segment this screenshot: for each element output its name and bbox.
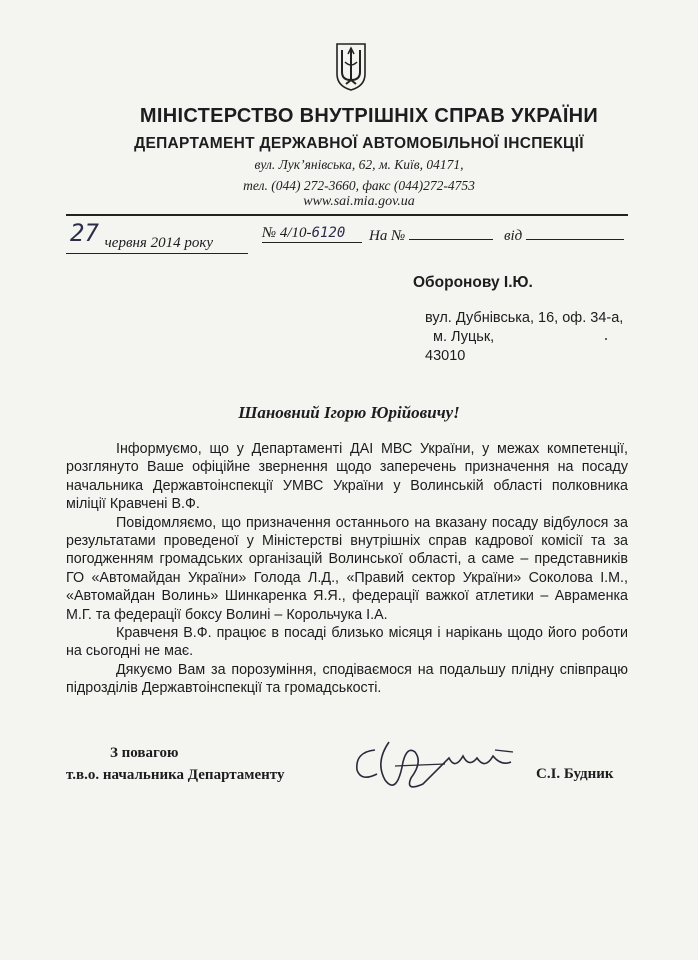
on-label: На № bbox=[369, 228, 406, 244]
closing-regards: З повагою bbox=[110, 745, 179, 761]
salutation: Шановний Ігорю Юрійовичу! bbox=[238, 403, 460, 422]
org-address: вул. Лук’янівська, 62, м. Київ, 04171, bbox=[254, 157, 464, 172]
handwritten-signature bbox=[345, 722, 530, 807]
date-day: 27 bbox=[70, 219, 99, 247]
date-rest: червня 2014 року bbox=[104, 235, 214, 251]
paragraph-3: Кравченя В.Ф. працює в посаді близько місяця і нарікань щодо його роботи на сьогодні не має. bbox=[66, 625, 628, 660]
signer-name: С.І. Будник bbox=[536, 766, 614, 782]
reference-date bbox=[504, 225, 624, 245]
number-label: № 4/10- bbox=[262, 225, 312, 241]
recipient-postcode: 43010 bbox=[425, 348, 466, 364]
paragraph-1: Інформуємо, що у Департаменті ДАІ МВС України, у межах компетенції, розглянуто Ваше офіційне звернення щодо заперечень призначення на посаду начальника Державтоінспекції УМВС України у Волинській області полковника міліції Кравчені В.Ф. bbox=[66, 441, 628, 513]
letter-body bbox=[66, 440, 628, 698]
recipient-name: Оборонову І.Ю. bbox=[413, 274, 533, 291]
letter-number bbox=[262, 225, 362, 243]
paragraph-4: Дякуємо Вам за порозуміння, сподіваємося на подальшу плідну співпрацю підрозділів Державтоінспекції та громадськості. bbox=[66, 661, 628, 697]
recipient-city: м. Луцьк, bbox=[433, 329, 495, 345]
paragraph-2: Повідомляємо, що призначення останнього на вказану посаду відбулося за результатами проведеної у Міністерстві внутрішніх справ кадрової комісії та за погодженням громадських організацій Волинської області, а саме – представників ГО «Автомайдан України» Голода Л.Д., «Правий сектор України» Соколова І.М., «Автомайдан Волинь» Шинкаренка Я.Я., федерації важкої атлетики – Авраменка М.Г. та федерації боксу Волині – Корольчука І.А. bbox=[66, 514, 628, 623]
org-website: www.sai.mia.gov.ua bbox=[303, 194, 415, 209]
number-handwritten: 6120 bbox=[311, 225, 346, 241]
recipient-street: вул. Дубнівська, 16, оф. 34-а, bbox=[425, 310, 624, 326]
reference-date-blank bbox=[526, 225, 624, 240]
paper-mark bbox=[605, 338, 607, 340]
ministry-title: МІНІСТЕРСТВО ВНУТРІШНІХ СПРАВ УКРАЇНИ bbox=[139, 105, 599, 127]
signer-position: т.в.о. начальника Департаменту bbox=[66, 767, 285, 783]
reference-blank bbox=[409, 225, 493, 240]
trident-emblem-icon bbox=[334, 40, 368, 92]
header-divider bbox=[66, 214, 628, 216]
letter-date bbox=[66, 219, 248, 254]
from-label: від bbox=[504, 228, 523, 244]
department-title: ДЕПАРТАМЕНТ ДЕРЖАВНОЇ АВТОМОБІЛЬНОЇ ІНСПЕКЦІЇ bbox=[134, 135, 584, 152]
org-phone: тел. (044) 272-3660, факс (044)272-4753 bbox=[243, 178, 475, 193]
reference-number bbox=[369, 225, 493, 245]
